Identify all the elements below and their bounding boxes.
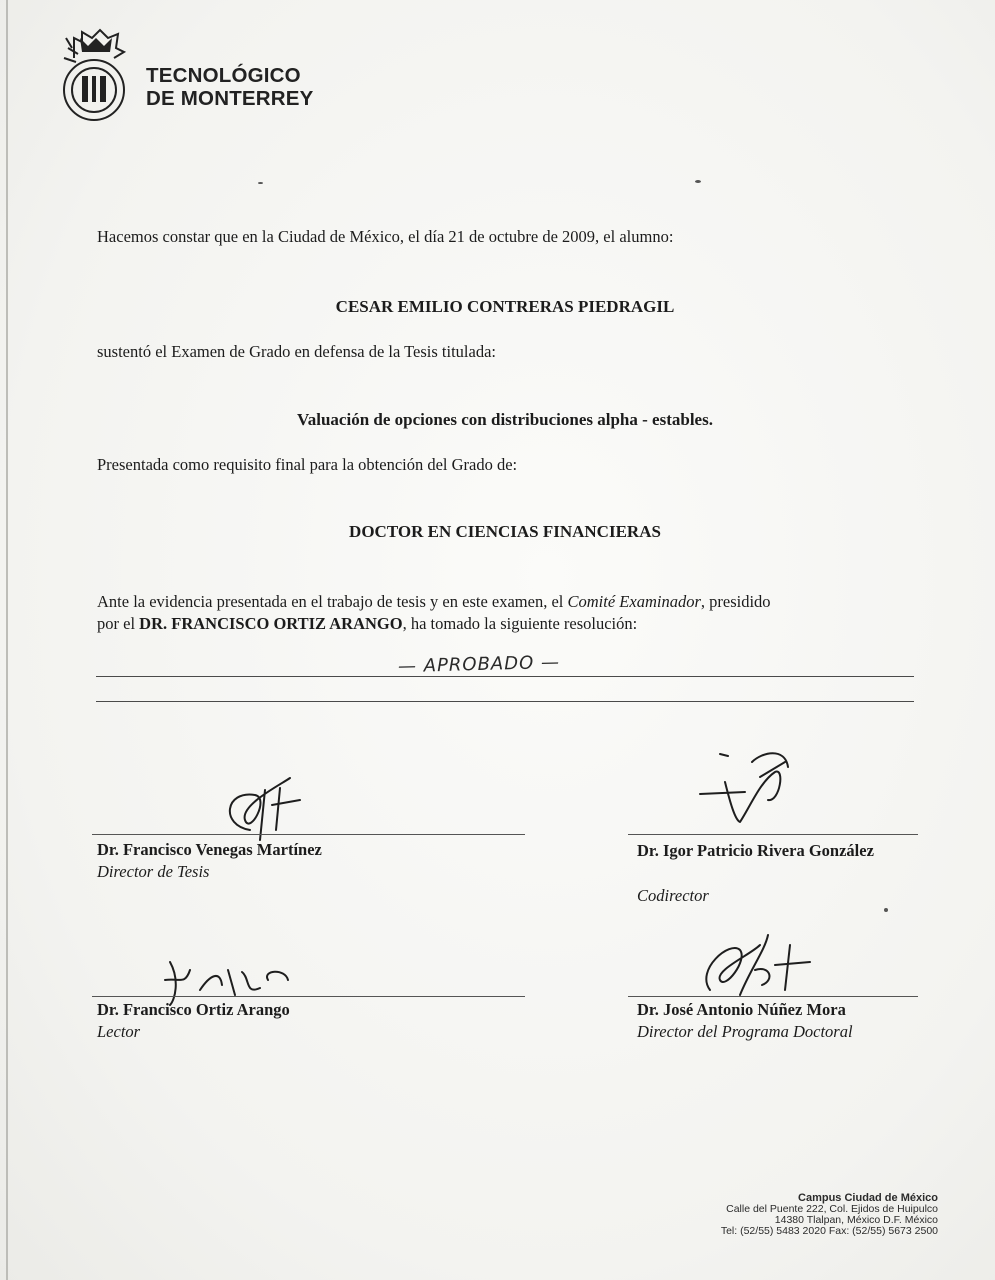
degree-title: DOCTOR EN CIENCIAS FINANCIERAS xyxy=(349,522,661,541)
intro-paragraph: Hacemos constar que en la Ciudad de México, el día 21 de octubre de 2009, el alumno: xyxy=(97,227,674,246)
signatory-name: Dr. Igor Patricio Rivera González xyxy=(637,841,874,860)
signatory-name: Dr. Francisco Venegas Martínez xyxy=(97,840,322,859)
institution-name-line2: DE MONTERREY xyxy=(146,87,314,110)
signatory-name: Dr. José Antonio Núñez Mora xyxy=(637,1000,846,1019)
signatory-name: Dr. Francisco Ortiz Arango xyxy=(97,1000,290,1019)
resolution-handwritten: — APROBADO — xyxy=(397,651,561,678)
scan-speck xyxy=(695,180,701,183)
resolution-line xyxy=(96,676,914,677)
scan-speck xyxy=(258,182,263,184)
committee-president: DR. FRANCISCO ORTIZ ARANGO xyxy=(139,614,403,633)
signature-line xyxy=(628,996,918,997)
signatory-role: Lector xyxy=(97,1022,141,1041)
signature-line xyxy=(92,996,525,997)
evidence-text-3: por el xyxy=(97,614,140,633)
scan-speck xyxy=(884,908,888,912)
institution-name xyxy=(146,64,314,110)
evidence-text-4: , ha tomado la siguiente resolución: xyxy=(402,614,638,633)
committee-label: Comité Examinador xyxy=(567,592,701,611)
evidence-text-1: Ante la evidencia presentada en el trabajo de tesis y en este examen, el xyxy=(97,592,568,611)
evidence-paragraph xyxy=(97,591,771,635)
footer-campus: Campus Ciudad de México xyxy=(798,1192,938,1204)
evidence-text-2: , presidido xyxy=(700,592,771,611)
signatory-role: Codirector xyxy=(637,886,709,905)
defense-paragraph: sustentó el Examen de Grado en defensa de la Tesis titulada: xyxy=(97,342,496,361)
signatory-role: Director del Programa Doctoral xyxy=(637,1022,853,1041)
student-name: CESAR EMILIO CONTRERAS PIEDRAGIL xyxy=(335,297,675,316)
thesis-title: Valuación de opciones con distribuciones alpha - estables. xyxy=(297,410,713,429)
signatory-role: Director de Tesis xyxy=(97,862,210,881)
institution-seal-icon xyxy=(52,18,142,126)
signature-line xyxy=(92,834,525,835)
signature-line xyxy=(628,834,918,835)
signature-rivera xyxy=(690,742,800,832)
scan-edge xyxy=(6,0,8,1280)
requirement-paragraph: Presentada como requisito final para la obtención del Grado de: xyxy=(97,455,518,474)
institution-name-line1: TECNOLÓGICO xyxy=(146,64,301,87)
footer-address-2: 14380 Tlalpan, México D.F. México xyxy=(774,1214,938,1226)
footer-phone: Tel: (52/55) 5483 2020 Fax: (52/55) 5673 2500 xyxy=(720,1225,938,1237)
resolution-line xyxy=(96,701,914,702)
footer-address-1: Calle del Puente 222, Col. Ejidos de Huipulco xyxy=(726,1203,938,1215)
campus-footer xyxy=(721,1193,938,1237)
